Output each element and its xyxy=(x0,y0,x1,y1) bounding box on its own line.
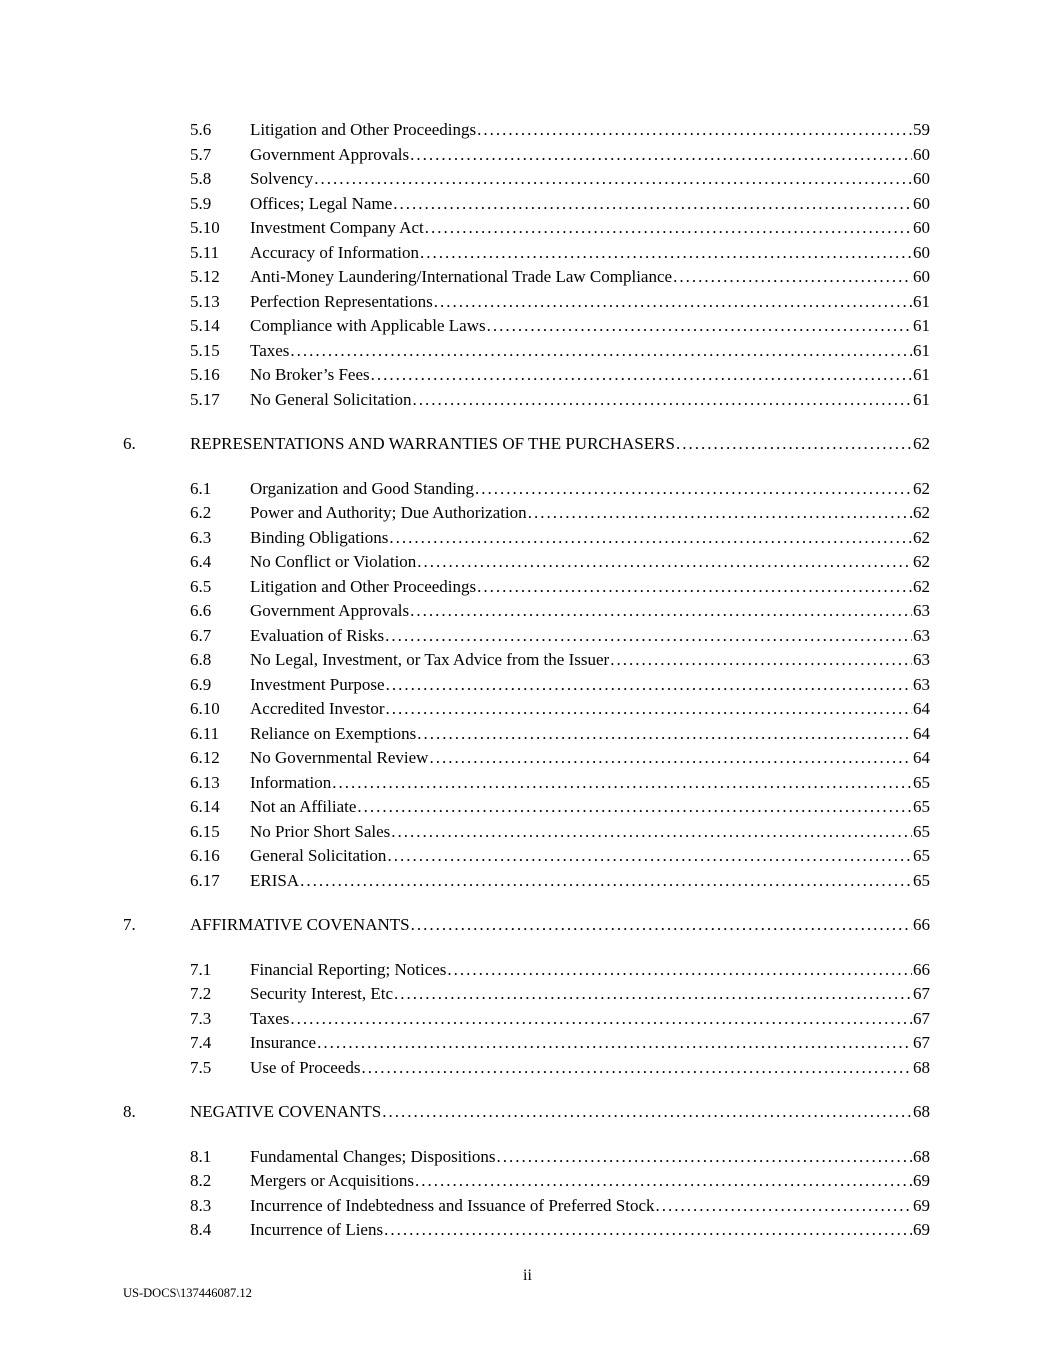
toc-entry-title: ERISA xyxy=(250,870,300,890)
toc-entry-title: Litigation and Other Proceedings xyxy=(250,120,477,139)
toc-dot-leader xyxy=(300,869,912,894)
toc-entry-page: 65 xyxy=(913,797,930,816)
toc-entry-title: AFFIRMATIVE COVENANTS xyxy=(190,915,410,934)
toc-entry-number: 5.8 xyxy=(190,169,212,188)
toc-entry-number: 8.1 xyxy=(190,1146,212,1166)
toc-entry-title: Insurance xyxy=(250,1033,317,1052)
toc-dot-leader xyxy=(487,314,912,339)
toc-entry-title: Accuracy of Information xyxy=(250,242,419,262)
toc-subsection-row xyxy=(123,648,930,673)
toc-entry-page: 69 xyxy=(913,1220,930,1239)
toc-entry-page: 60 xyxy=(913,242,930,262)
toc-entry-page: 61 xyxy=(913,365,930,384)
toc-entry-page: 60 xyxy=(913,144,930,164)
toc-dot-leader xyxy=(411,913,912,938)
toc-entry-number: 5.12 xyxy=(190,267,220,286)
toc-entry-page: 63 xyxy=(913,625,930,645)
toc-entry-page: 69 xyxy=(913,1171,930,1190)
toc-entry-page: 65 xyxy=(913,870,930,890)
toc-entry-page: 64 xyxy=(913,723,930,743)
toc-subsection-row xyxy=(123,339,930,364)
toc-entry-number: 5.13 xyxy=(190,291,220,311)
toc-dot-leader xyxy=(528,501,912,526)
toc-entry-title: Investment Purpose xyxy=(250,674,385,694)
toc-entry-title: REPRESENTATIONS AND WARRANTIES OF THE PURCHASERS xyxy=(190,434,675,453)
toc-dot-leader xyxy=(386,673,912,698)
toc-entry-title: No General Solicitation xyxy=(250,389,412,409)
toc-entry-number: 7.2 xyxy=(190,984,212,1003)
toc-subsection-row xyxy=(123,722,930,747)
toc-entry-number: 6.16 xyxy=(190,846,220,865)
toc-dot-leader xyxy=(417,722,912,747)
toc-entry-page: 64 xyxy=(913,699,930,718)
toc-entry-title: Government Approvals xyxy=(250,601,410,620)
toc-dot-leader xyxy=(673,265,912,290)
toc-subsection-row xyxy=(123,241,930,266)
footer-page-number: ii xyxy=(523,1267,532,1284)
toc-entry-page: 69 xyxy=(913,1195,930,1215)
toc-dot-leader xyxy=(387,844,912,869)
toc-dot-leader xyxy=(415,1169,912,1194)
toc-entry-page: 62 xyxy=(913,527,930,547)
toc-dot-leader xyxy=(386,697,912,722)
toc-dot-leader xyxy=(475,477,912,502)
toc-subsection-row xyxy=(123,982,930,1007)
toc-entry-title: Litigation and Other Proceedings xyxy=(250,576,477,596)
toc-subsection-row xyxy=(123,501,930,526)
toc-entry-page: 63 xyxy=(913,601,930,620)
toc-entry-title: Evaluation of Risks xyxy=(250,625,385,645)
toc-entry-title: Binding Obligations xyxy=(250,527,389,547)
toc-entry-number: 6.8 xyxy=(190,650,212,669)
toc-subsection-row xyxy=(123,216,930,241)
toc-dot-leader xyxy=(497,1145,912,1170)
toc-dot-leader xyxy=(477,575,912,600)
toc-entry-title: NEGATIVE COVENANTS xyxy=(190,1102,382,1121)
toc-entry-number: 5.16 xyxy=(190,365,220,384)
toc-entry-title: Mergers or Acquisitions xyxy=(250,1171,415,1190)
toc-entry-number: 8. xyxy=(123,1102,136,1121)
toc-entry-number: 6.13 xyxy=(190,772,220,792)
toc-entry-title: Organization and Good Standing xyxy=(250,478,474,498)
toc-entry-page: 61 xyxy=(913,340,930,360)
toc-entry-page: 60 xyxy=(913,267,930,286)
toc-entry-page: 65 xyxy=(913,772,930,792)
toc-dot-leader xyxy=(429,746,912,771)
toc-entry-number: 7.4 xyxy=(190,1033,212,1052)
toc-entry-page: 66 xyxy=(913,959,930,979)
toc-dot-leader xyxy=(290,1007,912,1032)
toc-dot-leader xyxy=(332,771,912,796)
toc-entry-page: 68 xyxy=(913,1057,930,1077)
toc-entry-page: 62 xyxy=(913,576,930,596)
toc-entry-number: 6.6 xyxy=(190,601,212,620)
toc-entry-number: 5.11 xyxy=(190,242,220,262)
toc-dot-leader xyxy=(357,795,912,820)
toc-entry-number: 6.10 xyxy=(190,699,220,718)
toc-subsection-row xyxy=(123,771,930,796)
toc-subsection-row xyxy=(123,314,930,339)
toc-entry-number: 6.12 xyxy=(190,748,220,767)
toc-subsection-row xyxy=(123,958,930,983)
toc-entry-number: 7.5 xyxy=(190,1057,212,1077)
toc-entry-number: 5.14 xyxy=(190,316,220,335)
toc-entry-page: 60 xyxy=(913,193,930,213)
toc-entry-number: 6.7 xyxy=(190,625,212,645)
toc-entry-page: 60 xyxy=(913,218,930,237)
toc-entry-title: Power and Authority; Due Authorization xyxy=(250,503,527,522)
toc-entry-page: 65 xyxy=(913,846,930,865)
toc-subsection-row xyxy=(123,388,930,413)
toc-subsection-row xyxy=(123,526,930,551)
toc-entry-number: 8.4 xyxy=(190,1220,212,1239)
toc-subsection-row xyxy=(123,599,930,624)
toc-entry-title: No Conflict or Violation xyxy=(250,552,417,571)
toc-entry-title: Investment Company Act xyxy=(250,218,424,237)
toc-subsection-row xyxy=(123,1056,930,1081)
toc-entry-title: No Broker’s Fees xyxy=(250,365,370,384)
toc-entry-title: Compliance with Applicable Laws xyxy=(250,316,486,335)
toc-entry-number: 5.15 xyxy=(190,340,220,360)
toc-subsection-row xyxy=(123,477,930,502)
toc-list xyxy=(123,118,930,1243)
toc-entry-number: 8.3 xyxy=(190,1195,212,1215)
toc-entry-number: 5.6 xyxy=(190,120,212,139)
toc-entry-title: Incurrence of Indebtedness and Issuance of Preferred Stock xyxy=(250,1195,655,1215)
toc-entry-number: 6.11 xyxy=(190,723,220,743)
toc-entry-title: Fundamental Changes; Dispositions xyxy=(250,1146,496,1166)
toc-entry-page: 63 xyxy=(913,650,930,669)
toc-entry-page: 62 xyxy=(913,552,930,571)
toc-dot-leader xyxy=(676,432,912,457)
toc-dot-leader xyxy=(384,1218,912,1243)
toc-entry-title: No Legal, Investment, or Tax Advice from the Issuer xyxy=(250,650,610,669)
toc-entry-title: Government Approvals xyxy=(250,144,410,164)
toc-entry-number: 6.17 xyxy=(190,870,220,890)
toc-entry-number: 8.2 xyxy=(190,1171,212,1190)
toc-entry-title: Financial Reporting; Notices xyxy=(250,959,447,979)
toc-subsection-row xyxy=(123,118,930,143)
toc-entry-number: 6.9 xyxy=(190,674,212,694)
toc-entry-page: 62 xyxy=(913,434,930,453)
toc-entry-title: Accredited Investor xyxy=(250,699,385,718)
toc-dot-leader xyxy=(361,1056,912,1081)
toc-entry-number: 6.4 xyxy=(190,552,212,571)
toc-subsection-row xyxy=(123,192,930,217)
toc-entry-page: 63 xyxy=(913,674,930,694)
toc-subsection-row xyxy=(123,673,930,698)
toc-dot-leader xyxy=(393,192,912,217)
toc-entry-number: 7.1 xyxy=(190,959,212,979)
toc-dot-leader xyxy=(420,241,912,266)
toc-entry-title: Incurrence of Liens xyxy=(250,1220,384,1239)
toc-subsection-row xyxy=(123,167,930,192)
toc-dot-leader xyxy=(412,388,912,413)
toc-entry-number: 6. xyxy=(123,434,136,453)
toc-entry-page: 62 xyxy=(913,503,930,522)
footer-doc-id: US-DOCS\137446087.12 xyxy=(123,1286,252,1300)
toc-entry-title: Information xyxy=(250,772,332,792)
toc-entry-page: 66 xyxy=(913,915,930,934)
toc-dot-leader xyxy=(394,982,912,1007)
toc-entry-page: 67 xyxy=(913,984,930,1003)
toc-dot-leader xyxy=(410,143,912,168)
toc-entry-number: 6.3 xyxy=(190,527,212,547)
toc-dot-leader xyxy=(656,1194,912,1219)
toc-entry-number: 5.17 xyxy=(190,389,220,409)
toc-entry-number: 5.9 xyxy=(190,193,212,213)
toc-entry-page: 68 xyxy=(913,1146,930,1166)
toc-entry-page: 61 xyxy=(913,316,930,335)
toc-subsection-row xyxy=(123,795,930,820)
toc-entry-title: No Governmental Review xyxy=(250,748,429,767)
toc-subsection-row xyxy=(123,550,930,575)
toc-dot-leader xyxy=(385,624,912,649)
toc-entry-page: 60 xyxy=(913,169,930,188)
toc-dot-leader xyxy=(317,1031,912,1056)
toc-subsection-row xyxy=(123,697,930,722)
toc-entry-title: Anti-Money Laundering/International Trade Law Compliance xyxy=(250,267,673,286)
toc-subsection-row xyxy=(123,1007,930,1032)
toc-entry-page: 67 xyxy=(913,1008,930,1028)
toc-entry-page: 62 xyxy=(913,478,930,498)
toc-entry-title: Security Interest, Etc xyxy=(250,984,394,1003)
toc-subsection-row xyxy=(123,820,930,845)
toc-dot-leader xyxy=(382,1100,912,1125)
toc-entry-page: 61 xyxy=(913,291,930,311)
toc-subsection-row xyxy=(123,290,930,315)
toc-entry-page: 59 xyxy=(913,120,930,139)
toc-entry-page: 64 xyxy=(913,748,930,767)
toc-entry-page: 61 xyxy=(913,389,930,409)
toc-entry-title: General Solicitation xyxy=(250,846,387,865)
toc-entry-page: 67 xyxy=(913,1033,930,1052)
toc-dot-leader xyxy=(410,599,912,624)
toc-subsection-row xyxy=(123,1218,930,1243)
toc-dot-leader xyxy=(447,958,912,983)
toc-dot-leader xyxy=(477,118,912,143)
toc-entry-title: Taxes xyxy=(250,1008,290,1028)
toc-subsection-row xyxy=(123,143,930,168)
toc-subsection-row xyxy=(123,1145,930,1170)
toc-entry-title: Offices; Legal Name xyxy=(250,193,393,213)
toc-subsection-row xyxy=(123,265,930,290)
toc-entry-page: 68 xyxy=(913,1102,930,1121)
toc-subsection-row xyxy=(123,1194,930,1219)
toc-subsection-row xyxy=(123,575,930,600)
toc-dot-leader xyxy=(610,648,912,673)
toc-section-row xyxy=(123,913,930,938)
toc-subsection-row xyxy=(123,1169,930,1194)
toc-subsection-row xyxy=(123,844,930,869)
toc-subsection-row xyxy=(123,746,930,771)
toc-dot-leader xyxy=(371,363,912,388)
toc-entry-title: Solvency xyxy=(250,169,314,188)
toc-entry-number: 5.10 xyxy=(190,218,220,237)
toc-dot-leader xyxy=(391,820,912,845)
toc-entry-number: 5.7 xyxy=(190,144,212,164)
toc-entry-title: Taxes xyxy=(250,340,290,360)
toc-entry-number: 6.1 xyxy=(190,478,212,498)
toc-dot-leader xyxy=(314,167,912,192)
toc-dot-leader xyxy=(290,339,912,364)
toc-subsection-row xyxy=(123,1031,930,1056)
toc-subsection-row xyxy=(123,363,930,388)
toc-entry-number: 6.5 xyxy=(190,576,212,596)
toc-entry-number: 6.14 xyxy=(190,797,220,816)
toc-subsection-row xyxy=(123,869,930,894)
toc-section-row xyxy=(123,432,930,457)
toc-dot-leader xyxy=(417,550,912,575)
toc-dot-leader xyxy=(389,526,912,551)
toc-entry-title: Perfection Representations xyxy=(250,291,433,311)
toc-dot-leader xyxy=(434,290,912,315)
toc-entry-title: Reliance on Exemptions xyxy=(250,723,417,743)
toc-subsection-row xyxy=(123,624,930,649)
toc-dot-leader xyxy=(425,216,912,241)
toc-entry-page: 65 xyxy=(913,821,930,841)
toc-entry-title: Not an Affiliate xyxy=(250,797,357,816)
toc-section-row xyxy=(123,1100,930,1125)
toc-entry-number: 7.3 xyxy=(190,1008,212,1028)
toc-entry-title: No Prior Short Sales xyxy=(250,821,391,841)
toc-entry-number: 6.15 xyxy=(190,821,220,841)
toc-entry-number: 6.2 xyxy=(190,503,212,522)
toc-entry-title: Use of Proceeds xyxy=(250,1057,361,1077)
toc-entry-number: 7. xyxy=(123,915,136,934)
